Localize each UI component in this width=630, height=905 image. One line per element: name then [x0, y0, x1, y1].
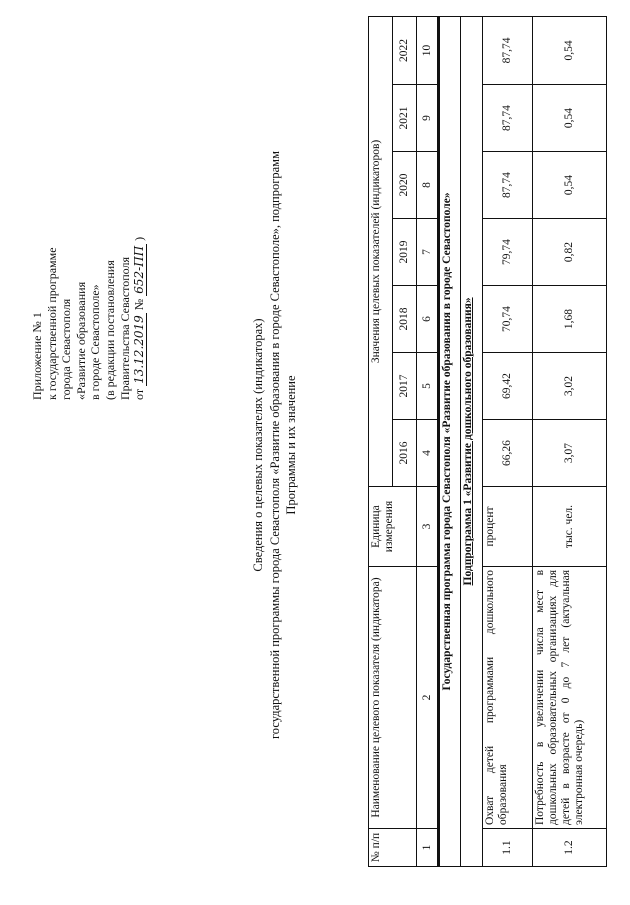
- appendix-line: «Развитие образования: [73, 281, 88, 400]
- appendix-line: в городе Севастополе»: [88, 284, 103, 400]
- colnum: 3: [417, 487, 439, 567]
- row-value: 69,42: [483, 353, 533, 420]
- row-value: 0,54: [533, 152, 607, 219]
- row-name: Охват детей программами дошкольного образования: [483, 567, 533, 829]
- appendix-line: Правительства Севастополя: [117, 256, 132, 400]
- header-year: 2022: [393, 16, 417, 84]
- row-value: 87,74: [483, 16, 533, 84]
- row-value: 87,74: [483, 152, 533, 219]
- row-value: 0,54: [533, 85, 607, 152]
- row-unit: процент: [483, 487, 533, 567]
- row-value: 87,74: [483, 85, 533, 152]
- row-num: 1.1: [483, 829, 533, 867]
- program-title: Государственная программа города Севастополя «Развитие образования в городе Севастополе»: [439, 16, 461, 866]
- row-unit: тыс. чел.: [533, 487, 607, 567]
- row-name: Потребность в увеличении числа мест в дошкольных образовательных организациях для детей в возрасте от 0 до 7 лет (актуальная электронная очередь): [533, 567, 607, 829]
- header-year: 2017: [393, 353, 417, 420]
- header-name: Наименование целевого показателя (индикатора): [369, 567, 417, 829]
- row-value: 0,82: [533, 219, 607, 286]
- handwritten-number: 652-ПП: [132, 245, 147, 294]
- table-row: [533, 16, 607, 866]
- row-value: 1,68: [533, 286, 607, 353]
- appendix-date-line: [132, 170, 147, 400]
- header-values: Значения целевых показателей (индикаторов): [369, 16, 393, 486]
- header-year: 2016: [393, 420, 417, 487]
- colnum: 7: [417, 219, 439, 286]
- heading-line: государственной программы города Севастополя «Развитие образования в городе Севастополе», подпрограмм: [267, 151, 282, 740]
- row-value: 79,74: [483, 219, 533, 286]
- colnum: 9: [417, 85, 439, 152]
- header-year: 2020: [393, 152, 417, 219]
- handwritten-date: 13.12.2019: [132, 315, 147, 384]
- colnum: 8: [417, 152, 439, 219]
- row-num: 1.2: [533, 829, 607, 867]
- colnum: 6: [417, 286, 439, 353]
- header-num: № п/п: [369, 829, 417, 867]
- subprogram-title-text: Подпрограмма 1 «Развитие дошкольного образования»: [462, 297, 474, 586]
- row-value: 66,26: [483, 420, 533, 487]
- row-value: 0,54: [533, 16, 607, 84]
- appendix-from: от: [132, 388, 147, 400]
- heading-line: Программы и их значение: [284, 375, 298, 515]
- header-year: 2019: [393, 219, 417, 286]
- heading-line: Сведения о целевых показателях (индикаторах): [251, 318, 265, 572]
- number-label: №: [132, 298, 147, 311]
- row-value: 3,02: [533, 353, 607, 420]
- row-value: 3,07: [533, 420, 607, 487]
- colnum: 2: [417, 567, 439, 829]
- appendix-line: к государственной программе: [44, 247, 59, 400]
- colnum: 5: [417, 353, 439, 420]
- appendix-note: [30, 170, 147, 400]
- header-unit: Единица измерения: [369, 487, 417, 567]
- header-year: 2018: [393, 286, 417, 353]
- appendix-line: (в редакции постановления: [102, 260, 117, 400]
- row-value: 70,74: [483, 286, 533, 353]
- header-year: 2021: [393, 85, 417, 152]
- appendix-line: Приложение № 1: [30, 312, 44, 400]
- appendix-line: города Севастополя: [59, 298, 74, 400]
- subprogram-title: [461, 16, 483, 866]
- colnum: 4: [417, 420, 439, 487]
- indicators-table: [368, 16, 607, 867]
- table-row: [483, 16, 533, 866]
- closing-paren: ): [132, 236, 147, 241]
- colnum: 10: [417, 16, 439, 84]
- document-heading: [250, 135, 300, 755]
- colnum: 1: [417, 829, 439, 867]
